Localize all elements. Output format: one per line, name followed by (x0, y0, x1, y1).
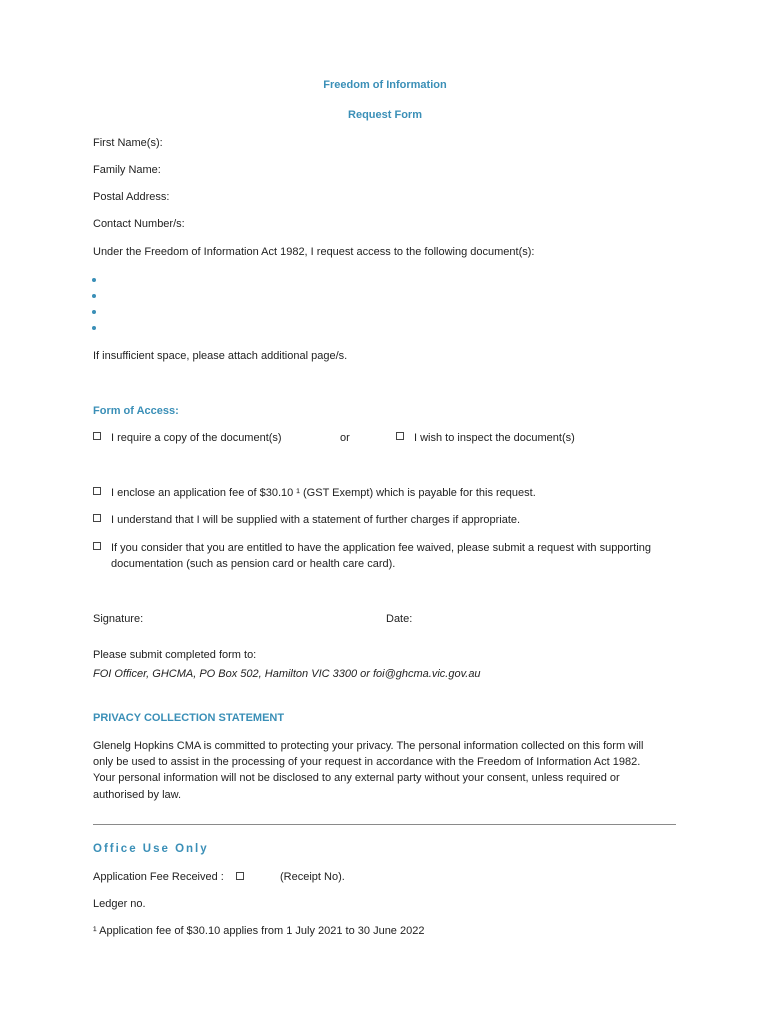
waive-checkbox[interactable] (93, 542, 101, 550)
charges-checkbox[interactable] (93, 514, 101, 522)
privacy-line: authorised by law. (93, 789, 182, 801)
office-use-heading: Office Use Only (93, 843, 209, 855)
form-of-access-heading: Form of Access: (93, 405, 179, 417)
fee-received-checkbox[interactable] (236, 872, 244, 880)
privacy-line: Glenelg Hopkins CMA is committed to protecting your privacy. The personal information collected on this form will (93, 740, 644, 752)
waive-declaration-line2: documentation (such as pension card or health care card). (111, 558, 396, 570)
fee-received-label: Application Fee Received : (93, 871, 224, 883)
form-subtitle: Request Form (348, 109, 422, 121)
section-divider (93, 824, 676, 825)
footnote: ¹ Application fee of $30.10 applies from 1 July 2021 to 30 June 2022 (93, 925, 425, 937)
first-names-label: First Name(s): (93, 137, 163, 149)
document-bullet (92, 310, 96, 314)
waive-declaration-line1: If you consider that you are entitled to have the application fee waived, please submit a request with supporting (111, 542, 651, 554)
document-bullet (92, 326, 96, 330)
family-name-label: Family Name: (93, 164, 161, 176)
request-intro: Under the Freedom of Information Act 1982, I request access to the following document(s): (93, 246, 535, 258)
document-bullet (92, 278, 96, 282)
date-label: Date: (386, 613, 413, 625)
fee-declaration-label: I enclose an application fee of $30.10 ¹ (GST Exempt) which is payable for this request. (111, 487, 536, 499)
copy-option-label: I require a copy of the document(s) (111, 432, 282, 444)
inspect-option-label: I wish to inspect the document(s) (414, 432, 575, 444)
privacy-line: only be used to assist in the processing of your request in accordance with the Freedom of Information Act 1982. (93, 756, 641, 768)
submit-address: FOI Officer, GHCMA, PO Box 502, Hamilton VIC 3300 or foi@ghcma.vic.gov.au (93, 668, 481, 680)
form-title: Freedom of Information (323, 79, 447, 91)
ledger-label: Ledger no. (93, 898, 146, 910)
receipt-no-label: (Receipt No). (280, 871, 345, 883)
copy-checkbox[interactable] (93, 432, 101, 440)
inspect-checkbox[interactable] (396, 432, 404, 440)
postal-address-label: Postal Address: (93, 191, 170, 203)
document-bullet (92, 294, 96, 298)
charges-declaration-label: I understand that I will be supplied with a statement of further charges if appropriate. (111, 514, 521, 526)
or-label: or (340, 432, 350, 444)
fee-checkbox[interactable] (93, 487, 101, 495)
contact-numbers-label: Contact Number/s: (93, 218, 185, 230)
privacy-heading: PRIVACY COLLECTION STATEMENT (93, 712, 285, 724)
submit-intro: Please submit completed form to: (93, 649, 257, 661)
privacy-line: Your personal information will not be disclosed to any external party without your consent, unless required or (93, 772, 620, 784)
insufficient-space-note: If insufficient space, please attach additional page/s. (93, 350, 348, 362)
signature-label: Signature: (93, 613, 144, 625)
